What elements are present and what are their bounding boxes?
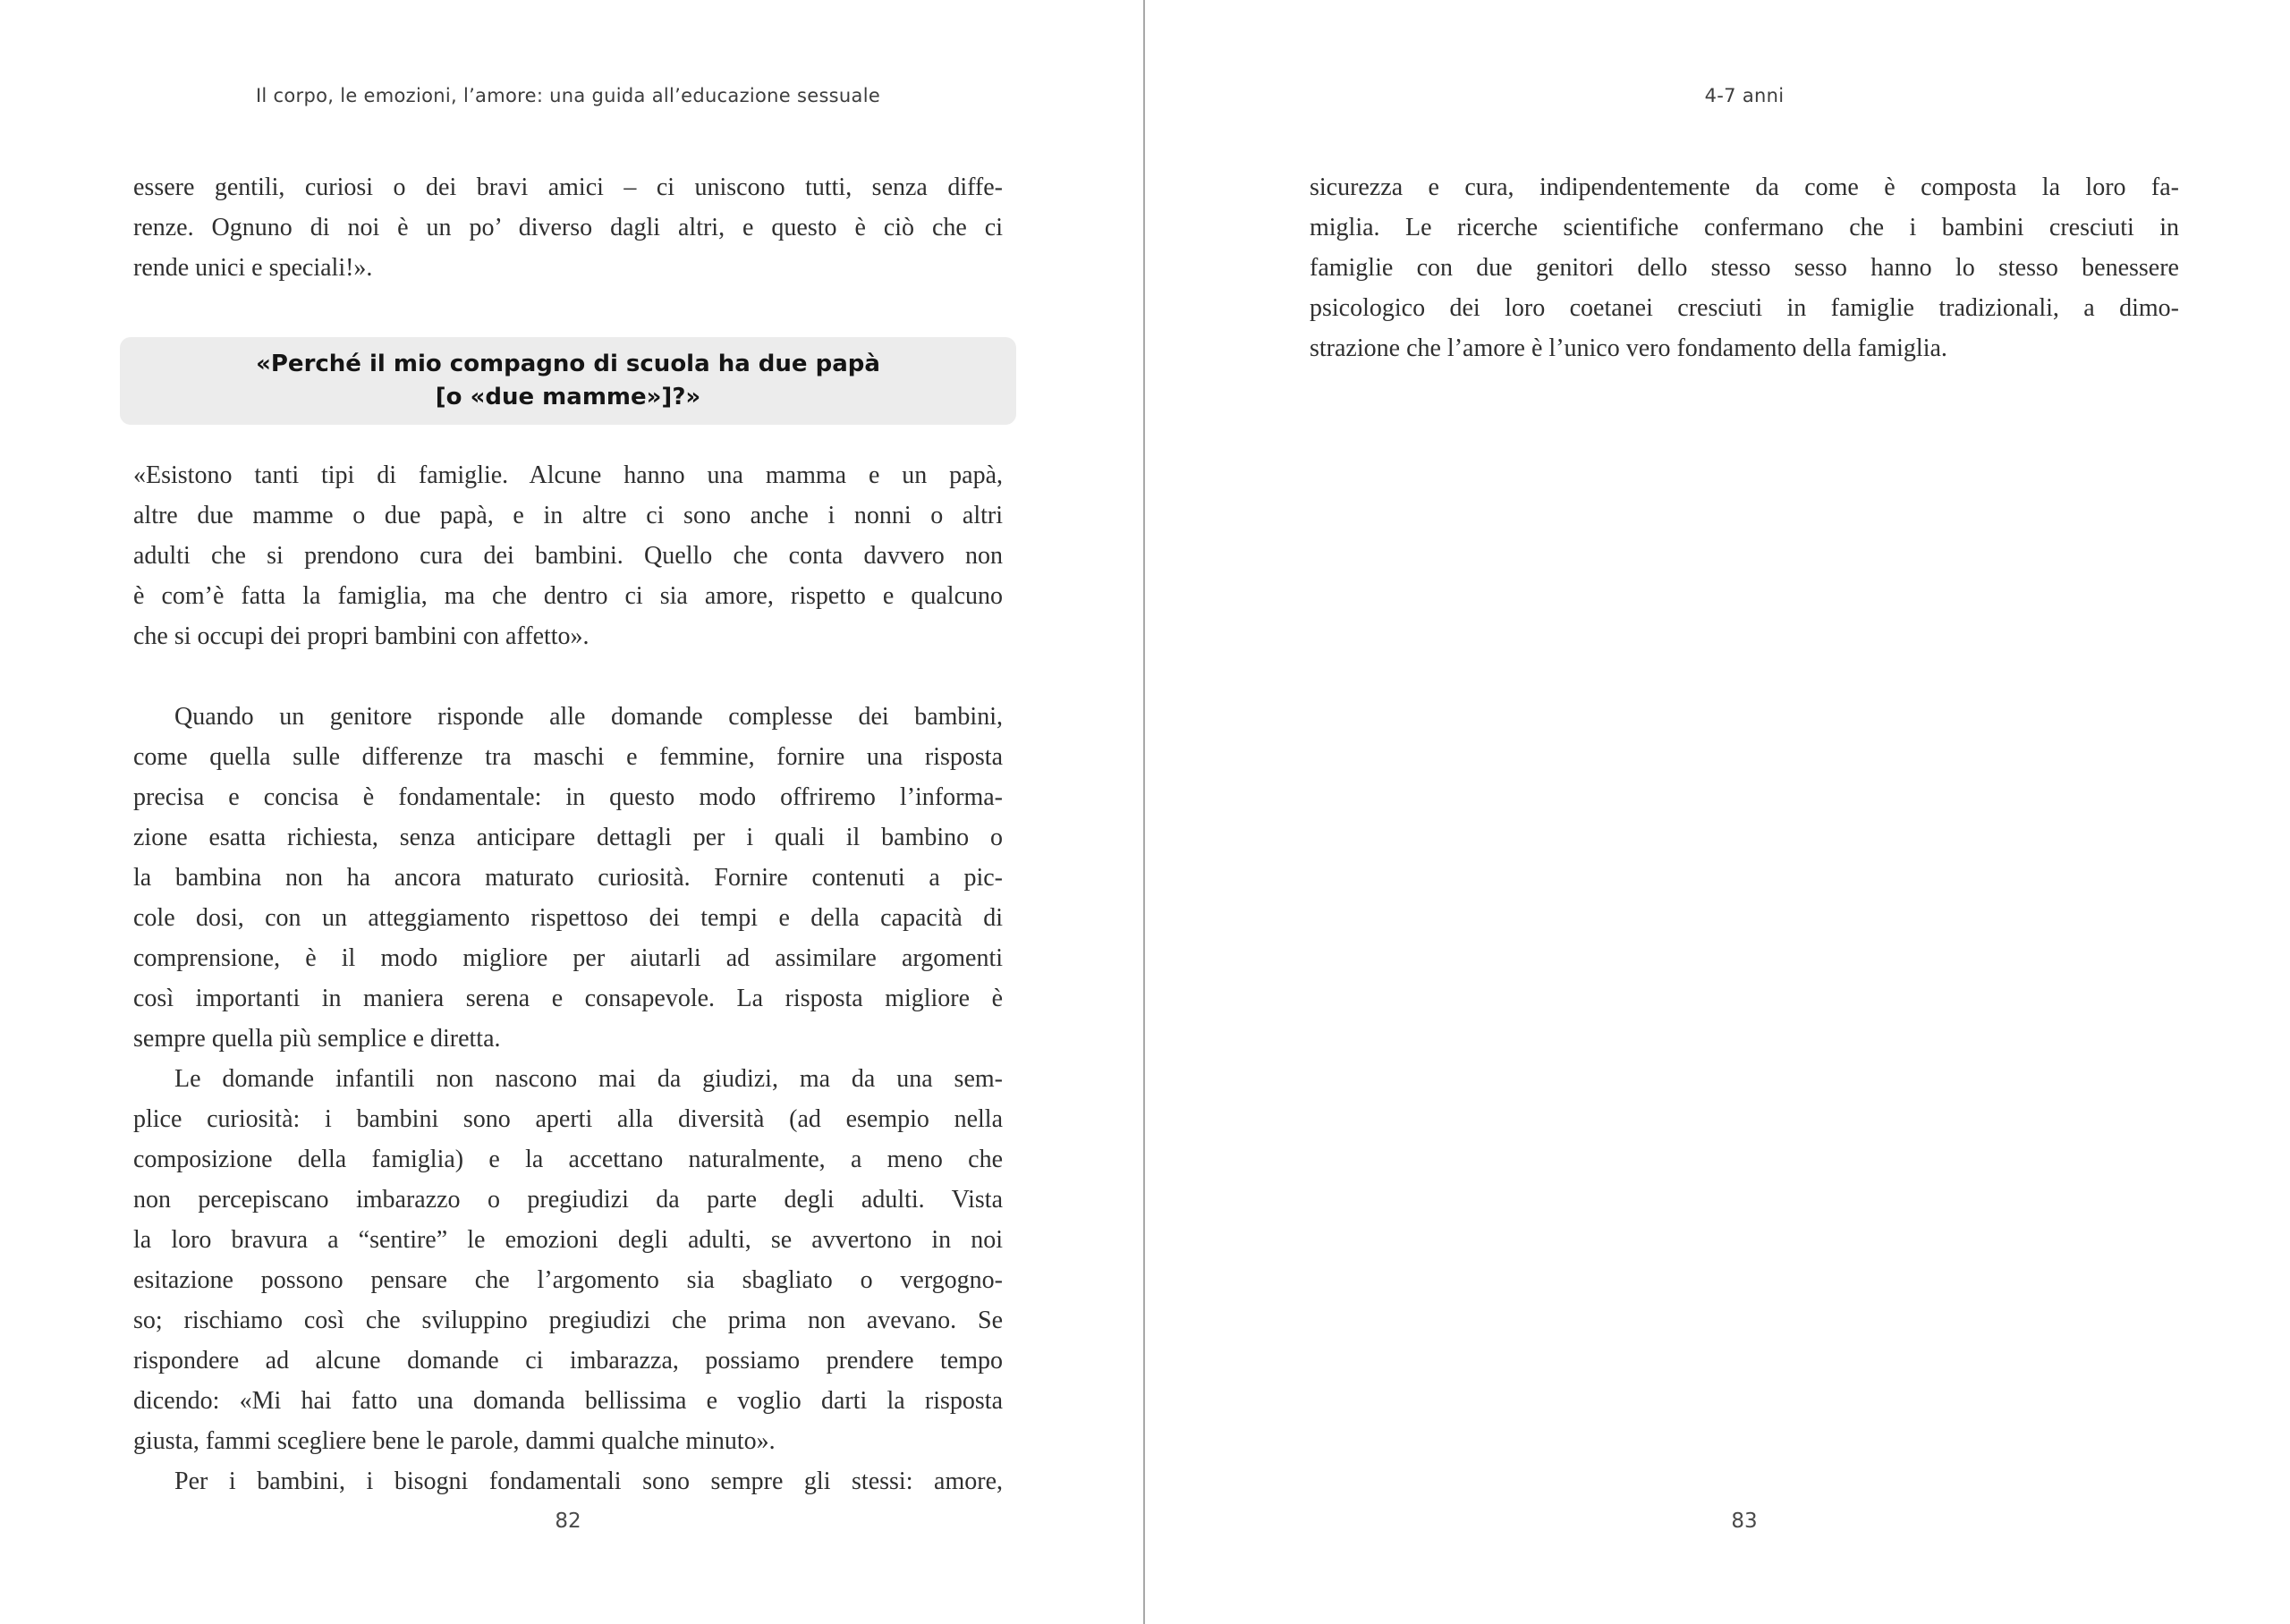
paragraph	[133, 1461, 1003, 1501]
left-running-head: Il corpo, le emozioni, l’amore: una guida all’educazione sessuale	[255, 85, 881, 106]
right-page	[1146, 0, 2290, 1624]
left-page-column	[133, 84, 1003, 1501]
text-line: esitazione possono pensare che l’argomento sia sbagliato o vergogno-	[133, 1266, 1003, 1294]
text-line: dicendo: «Mi hai fatto una domanda bellissima e voglio darti la risposta	[133, 1387, 1003, 1415]
text-line: essere gentili, curiosi o dei bravi amici – ci uniscono tutti, senza diffe-	[133, 173, 1003, 201]
right-page-number: 83	[1731, 1510, 1758, 1533]
text-line: zione esatta richiesta, senza anticipare dettagli per i quali il bambino o	[133, 824, 1003, 851]
text-line: rispondere ad alcune domande ci imbarazza, possiamo prendere tempo	[133, 1347, 1003, 1374]
text-line: giusta, fammi scegliere bene le parole, dammi qualche minuto».	[133, 1427, 776, 1455]
text-line: precisa e concisa è fondamentale: in questo modo offriremo l’informa-	[133, 783, 1003, 811]
text-line: so; rischiamo così che sviluppino pregiudizi che prima non avevano. Se	[133, 1307, 1003, 1334]
left-page-body	[133, 167, 1003, 1501]
paragraph-group-right	[1310, 167, 2179, 368]
paragraph	[1310, 167, 2179, 368]
text-line: composizione della famiglia) e la accettano naturalmente, a meno che	[133, 1146, 1003, 1173]
text-line: Le domande infantili non nascono mai da giudizi, ma da una sem-	[174, 1065, 1003, 1093]
text-line: che si occupi dei propri bambini con affetto».	[133, 622, 589, 650]
text-line: rende unici e speciali!».	[133, 254, 373, 282]
text-line: la bambina non ha ancora maturato curiosità. Fornire contenuti a pic-	[133, 864, 1003, 892]
text-line: è com’è fatta la famiglia, ma che dentro ci sia amore, rispetto e qualcuno	[133, 582, 1003, 610]
text-line: non percepiscano imbarazzo o pregiudizi da parte degli adulti. Vista	[133, 1186, 1003, 1214]
text-line: come quella sulle differenze tra maschi e femmine, fornire una risposta	[133, 743, 1003, 771]
paragraph-group-after-box	[133, 455, 1003, 1501]
spread-divider	[1143, 0, 1145, 1624]
question-box-line: [o «due mamme»]?»	[435, 384, 701, 410]
text-line: sicurezza e cura, indipendentemente da come è composta la loro fa-	[1310, 173, 2179, 201]
text-line: famiglie con due genitori dello stesso sesso hanno lo stesso benessere	[1310, 254, 2179, 282]
question-box-line: «Perché il mio compagno di scuola ha due papà	[256, 351, 880, 377]
right-running-head: 4-7 anni	[1704, 85, 1785, 106]
paragraph	[133, 167, 1003, 288]
paragraph	[133, 697, 1003, 1059]
text-line: così importanti in maniera serena e consapevole. La risposta migliore è	[133, 985, 1003, 1012]
text-line: sempre quella più semplice e diretta.	[133, 1025, 501, 1053]
text-line: plice curiosità: i bambini sono aperti alla diversità (ad esempio nella	[133, 1105, 1003, 1133]
question-box	[120, 337, 1016, 425]
text-line: altre due mamme o due papà, e in altre ci sono anche i nonni o altri	[133, 502, 1003, 529]
paragraph	[133, 1059, 1003, 1461]
paragraph-group-before-box	[133, 167, 1003, 288]
text-line: Quando un genitore risponde alle domande complesse dei bambini,	[174, 703, 1003, 731]
paragraph	[133, 455, 1003, 656]
text-line: cole dosi, con un atteggiamento rispettoso dei tempi e della capacità di	[133, 904, 1003, 932]
right-page-column	[1310, 84, 2179, 368]
text-line: «Esistono tanti tipi di famiglie. Alcune hanno una mamma e un papà,	[133, 461, 1003, 489]
text-line: comprensione, è il modo migliore per aiutarli ad assimilare argomenti	[133, 944, 1003, 972]
text-line: Per i bambini, i bisogni fondamentali sono sempre gli stessi: amore,	[174, 1468, 1003, 1495]
text-line: adulti che si prendono cura dei bambini. Quello che conta davvero non	[133, 542, 1003, 570]
right-page-body	[1310, 167, 2179, 368]
text-line: strazione che l’amore è l’unico vero fondamento della famiglia.	[1310, 334, 1947, 362]
text-line: renze. Ognuno di noi è un po’ diverso dagli altri, e questo è ciò che ci	[133, 214, 1003, 241]
text-line: psicologico dei loro coetanei cresciuti in famiglie tradizionali, a dimo-	[1310, 294, 2179, 322]
left-page-number: 82	[555, 1510, 581, 1533]
text-line: la loro bravura a “sentire” le emozioni degli adulti, se avvertono in noi	[133, 1226, 1003, 1254]
text-line: miglia. Le ricerche scientifiche confermano che i bambini cresciuti in	[1310, 214, 2179, 241]
left-page	[0, 0, 1143, 1624]
